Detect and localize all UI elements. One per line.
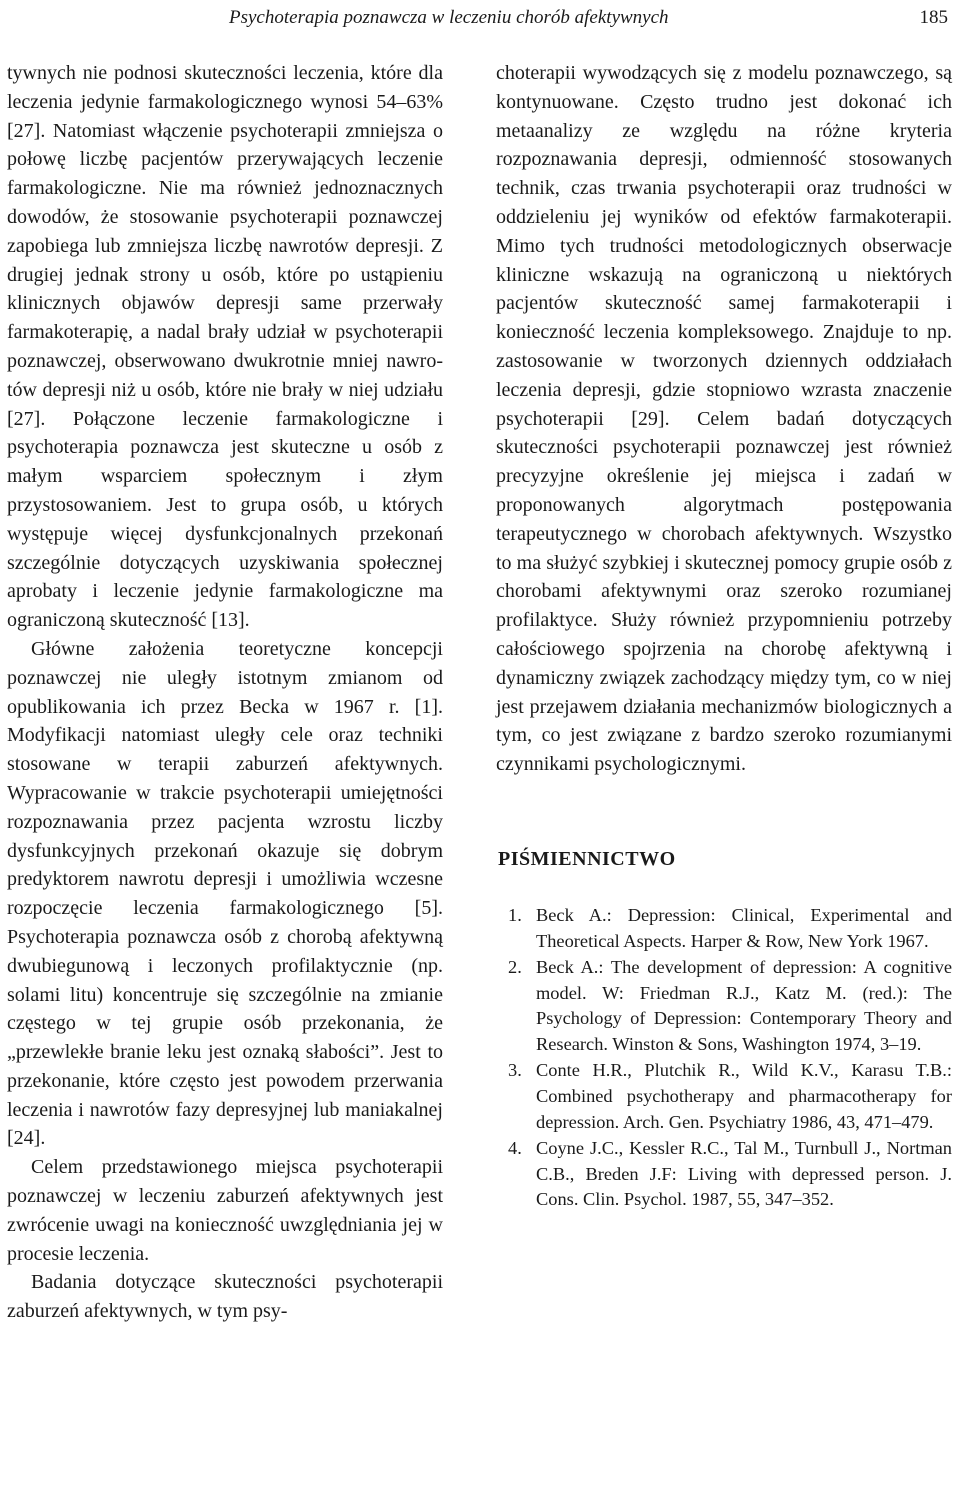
body-paragraph: choterapii wywodzących się z modelu poznawczego, są kontynuowane. Często trudno jest dokonać ich metaanalizy ze względu na różne kryteria rozpoznawania depresji, odmienność stosowanych technik, czas trwania psychoterapii oraz trudności w oddzieleniu jej wyników od efektów farmakoterapii. Mimo tych trudności metodologicznych obserwacje kliniczne wskazują na ograniczoną u niektórych pacjentów skuteczność samej farmakoterapii i konieczność leczenia kompleksowego. Znajduje to np. zastosowanie w tworzonych dziennych oddziałach leczenia depresji, gdzie stopniowo wzrasta znaczenie psychoterapii [29]. Celem badań dotyczących skuteczności psychoterapii poznawczej jest również precyzyjne określenie jej miejsca i zadań w proponowanych algorytmach postępowania terapeutycznego w chorobach afektywnych. Wszystko to ma służyć szybkiej i skutecznej pomocy grupie osób z chorobami afektywnymi oraz szeroko rozumianej profilaktyce. Służy również przypomnieniu potrzeby całościowego spojrzenia na chorobę afektywną i dynamiczny związek zachodzący między tym, co w niej jest przejawem działania mechanizmów biologicznych a tym, co jest związane z bardzo szeroko rozumianymi czynnikami psychologicznymi. xyxy=(496,62,952,776)
page-number: 185 xyxy=(919,7,948,28)
left-column xyxy=(7,59,443,1326)
reference-number: 4. xyxy=(508,1138,522,1159)
reference-text: Coyne J.C., Kessler R.C., Tal M., Turnbull J., Nortman C.B., Breden J.F: Living with depressed person. J. Cons. Clin. Psychol. 1987, 55, 347–352. xyxy=(536,1138,952,1210)
running-title: Psychoterapia poznawcza w leczeniu chorób afektywnych xyxy=(229,7,669,28)
reference-number: 2. xyxy=(508,957,522,978)
body-paragraph: Badania dotyczące skuteczności psychoterapii zaburzeń afektywnych, w tym psy- xyxy=(7,1271,443,1323)
reference-number: 1. xyxy=(508,904,522,925)
bibliography-heading: PIŚMIENNICTWO xyxy=(498,847,676,870)
running-header xyxy=(0,4,960,32)
reference-item xyxy=(496,1058,952,1135)
reference-number: 3. xyxy=(508,1060,522,1081)
body-paragraph: Celem przedstawionego miejsca psychoterapii poznawczej w leczeniu zaburzeń afektywnych jest zwrócenie uwagi na konieczność uwzględniania jej w procesie leczenia. xyxy=(7,1156,443,1265)
body-paragraph: Główne założenia teoretyczne koncepcji poznawczej nie uległy istotnym zmianom od opublikowania ich przez Becka w 1967 r. [1]. Modyfikacji natomiast uległy cele oraz techniki stosowane w terapii zaburzeń afektywnych. Wypracowanie w trakcie psychoterapii umiejętności rozpoznawania przez pacjenta wzrostu liczby dysfunkcyjnych przekonań okazuje się dobrym predyktorem nawrotu depresji i umożliwia wczesne rozpoczęcie leczenia farmakologicznego [5]. Psychoterapia poznawcza osób z chorobą afektywną dwubiegunową i leczonych profilaktycznie (np. solami litu) koncentruje się szczególnie na zmianie częstego w tej grupie osób przekonania, że „przewlekłe branie leku jest oznaką słabości”. Jest to przekonanie, które często jest powodem przerwania leczenia i nawrotów fazy depresyjnej lub maniakalnej [24]. xyxy=(7,637,443,1150)
reference-item xyxy=(496,1136,952,1213)
reference-text: Beck A.: The development of depression: A cognitive model. W: Friedman R.J., Katz M. (red.): The Psychology of Depression: Contemporary Theory and Research. Winston & Sons, Washington 1974, 3–19. xyxy=(536,957,952,1054)
body-paragraph: tywnych nie podnosi skuteczności leczenia, które dla leczenia jedynie farmakologicznego wynosi 54–63% [27]. Natomiast włączenie psychoterapii zmniejsza o połowę liczbę pacjentów przerywających leczenie farmakologiczne. Nie ma również jednoznacznych dowodów, że stosowanie psychoterapii poznawczej zapobiega lub zmniejsza liczbę nawrotów depresji. Z drugiej jednak strony u osób, które po ustąpieniu klinicznych objawów depresji same przerwały farmakoterapię, a nadal brały udział w psychoterapii poznawczej, obserwowano dwukrotnie mniej nawrotów depresji niż u osób, które nie brały w niej udziału [27]. Połączone leczenie farmakologiczne i psychoterapia poznawcza jest skuteczne u osób z małym wsparciem społecznym i złym przystosowaniem. Jest to grupa osób, u których występuje więcej dysfunkcjonalnych przekonań szczególnie dotyczących uzyskiwania społecznej aprobaty i leczenie jedynie farmakologiczne ma ograniczoną skuteczność [13]. xyxy=(7,62,443,632)
reference-item xyxy=(496,903,952,954)
reference-list xyxy=(496,903,952,1213)
right-column xyxy=(496,59,952,1214)
reference-text: Beck A.: Depression: Clinical, Experimental and Theoretical Aspects. Harper & Row, New York 1967. xyxy=(536,904,952,951)
reference-item xyxy=(496,955,952,1057)
reference-text: Conte H.R., Plutchik R., Wild K.V., Karasu T.B.: Combined psychotherapy and pharmacotherapy for depression. Arch. Gen. Psychiatry 1986, 43, 471–479. xyxy=(536,1060,952,1132)
